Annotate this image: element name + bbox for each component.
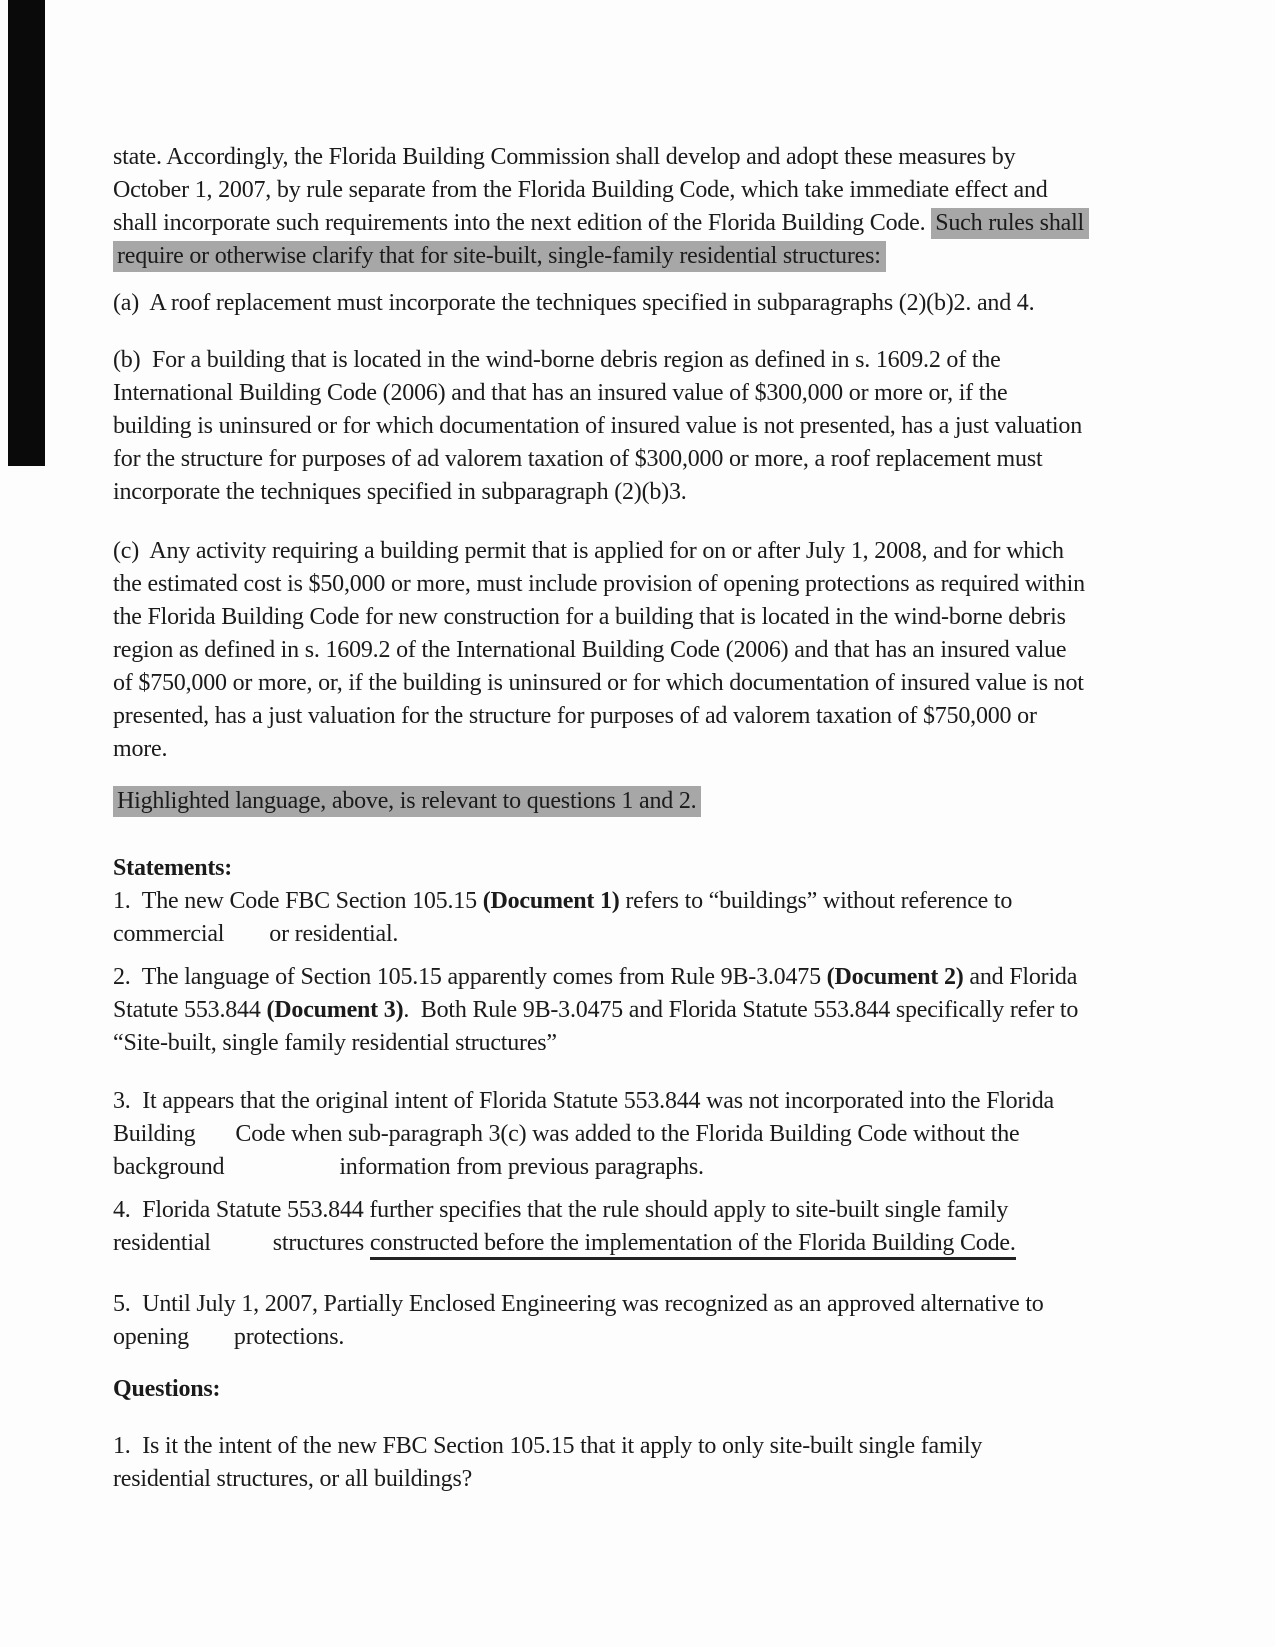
statement-2-line [113,994,1223,1027]
text-run: Statute 553.844 [113,997,267,1023]
text-run: protections. [233,1324,345,1350]
text-run: 1. Is it the intent of the new FBC Section 105.15 that it apply to only site-built single family [113,1433,983,1459]
para-a-line [113,287,1223,320]
highlight-note [113,785,1223,818]
para-b-line [113,377,1223,410]
highlighted-text: Such rules shall [931,208,1089,239]
text-run: of $750,000 or more, or, if the building is uninsured or for which documentation of insured value is not [113,670,1084,696]
text-run: shall incorporate such requirements into the next edition of the Florida Building Code. [113,210,932,236]
text-run: structures [272,1230,370,1256]
statement-3-line [113,1085,1223,1118]
tab-gap [211,1249,273,1250]
text-run: opening [113,1324,189,1350]
tab-gap [224,1173,339,1174]
text-run: Questions: [113,1376,221,1402]
text-run: residential structures, or all buildings? [113,1466,473,1492]
text-run: (a) A roof replacement must incorporate the techniques specified in subparagraphs (2)(b)2. and 4. [113,290,1035,316]
para-a [113,287,1223,320]
highlighted-text: require or otherwise clarify that for site-built, single-family residential structures: [113,241,886,272]
text-run: October 1, 2007, by rule separate from the Florida Building Code, which take immediate effect and [113,177,1048,203]
text-run: region as defined in s. 1609.2 of the International Building Code (2006) and that has an insured value [113,637,1067,663]
text-run: (Document 3) [266,997,404,1023]
text-run: Statements: [113,855,233,881]
statement-2-line [113,961,1223,994]
para-c-line [113,568,1223,601]
text-run: 3. It appears that the original intent of Florida Statute 553.844 was not incorporated into the Florida [113,1088,1054,1114]
intro-line [113,141,1223,174]
para-b-line [113,410,1223,443]
para-c-line [113,601,1223,634]
para-b-line [113,443,1223,476]
text-run: or residential. [269,921,399,947]
text-run: (Document 2) [826,964,964,990]
statement-2-line [113,1027,1223,1060]
text-run: (Document 1) [482,888,620,914]
questions-heading [113,1373,1223,1406]
statement-1-line [113,885,1223,918]
statement-3-line [113,1151,1223,1184]
tab-gap [189,1343,234,1344]
statement-4-line [113,1194,1223,1227]
highlighted-text: Highlighted language, above, is relevant to questions 1 and 2. [113,786,701,817]
para-b-line [113,344,1223,377]
tab-gap [224,940,269,941]
question-1 [113,1430,1223,1496]
intro-line [113,174,1223,207]
question-1-line [113,1430,1223,1463]
text-run: Code when sub-paragraph 3(c) was added to the Florida Building Code without the [235,1121,1020,1147]
intro-line [113,207,1223,240]
para-c-line [113,733,1223,766]
text-run: 5. Until July 1, 2007, Partially Enclosed Engineering was recognized as an approved alternative to [113,1291,1044,1317]
text-run: commercial [113,921,225,947]
questions-heading-line [113,1373,1223,1406]
para-c-line [113,700,1223,733]
text-run: presented, has a just valuation for the structure for purposes of ad valorem taxation of $750,000 or [113,703,1037,729]
text-run: the estimated cost is $50,000 or more, must include provision of opening protections as required within [113,571,1085,597]
statement-3-line [113,1118,1223,1151]
text-run: background [113,1154,225,1180]
tab-gap [195,1140,235,1141]
scan-edge-artifact [8,0,45,466]
para-c-line [113,535,1223,568]
statement-1 [113,885,1223,951]
document-body [113,141,1223,1496]
text-run: information from previous paragraphs. [339,1154,704,1180]
statement-1-line [113,918,1223,951]
statements-heading [113,852,1223,885]
text-run: 4. Florida Statute 553.844 further specifies that the rule should apply to site-built single family [113,1197,1009,1223]
question-1-line [113,1463,1223,1496]
text-run: and Florida [963,964,1078,990]
statement-5 [113,1288,1223,1354]
text-run: the Florida Building Code for new construction for a building that is located in the wind-borne debris [113,604,1066,630]
text-run: building is uninsured or for which documentation of insured value is not presented, has a just valuation [113,413,1083,439]
text-run: state. Accordingly, the Florida Building Commission shall develop and adopt these measures by [113,144,1016,170]
statement-5-line [113,1321,1223,1354]
text-run: refers to “buildings” without reference to [619,888,1013,914]
text-run: International Building Code (2006) and that has an insured value of $300,000 or more or, if the [113,380,1008,406]
para-b [113,344,1223,509]
para-c [113,535,1223,766]
text-run: for the structure for purposes of ad valorem taxation of $300,000 or more, a roof replacement must [113,446,1043,472]
intro-line [113,240,1223,273]
statement-4-line [113,1227,1223,1260]
statement-4 [113,1194,1223,1260]
text-run: 1. The new Code FBC Section 105.15 [113,888,483,914]
text-run: Building [113,1121,196,1147]
underlined-text: constructed before the implementation of the Florida Building Code. [370,1230,1016,1260]
highlight-note-line [113,785,1223,818]
text-run: 2. The language of Section 105.15 apparently comes from Rule 9B-3.0475 [113,964,827,990]
para-c-line [113,634,1223,667]
text-run: (b) For a building that is located in the wind-borne debris region as defined in s. 1609.2 of the [113,347,1001,373]
para-b-line [113,476,1223,509]
text-run: “Site-built, single family residential structures” [113,1030,557,1056]
text-run: residential [113,1230,211,1256]
statement-2 [113,961,1223,1060]
intro [113,141,1223,273]
text-run: (c) Any activity requiring a building permit that is applied for on or after July 1, 2008, and for which [113,538,1064,564]
statement-5-line [113,1288,1223,1321]
text-run: more. [113,736,168,762]
statements-heading-line [113,852,1223,885]
para-c-line [113,667,1223,700]
text-run: . Both Rule 9B-3.0475 and Florida Statute 553.844 specifically refer to [403,997,1079,1023]
text-run: incorporate the techniques specified in subparagraph (2)(b)3. [113,479,687,505]
statement-3 [113,1085,1223,1184]
